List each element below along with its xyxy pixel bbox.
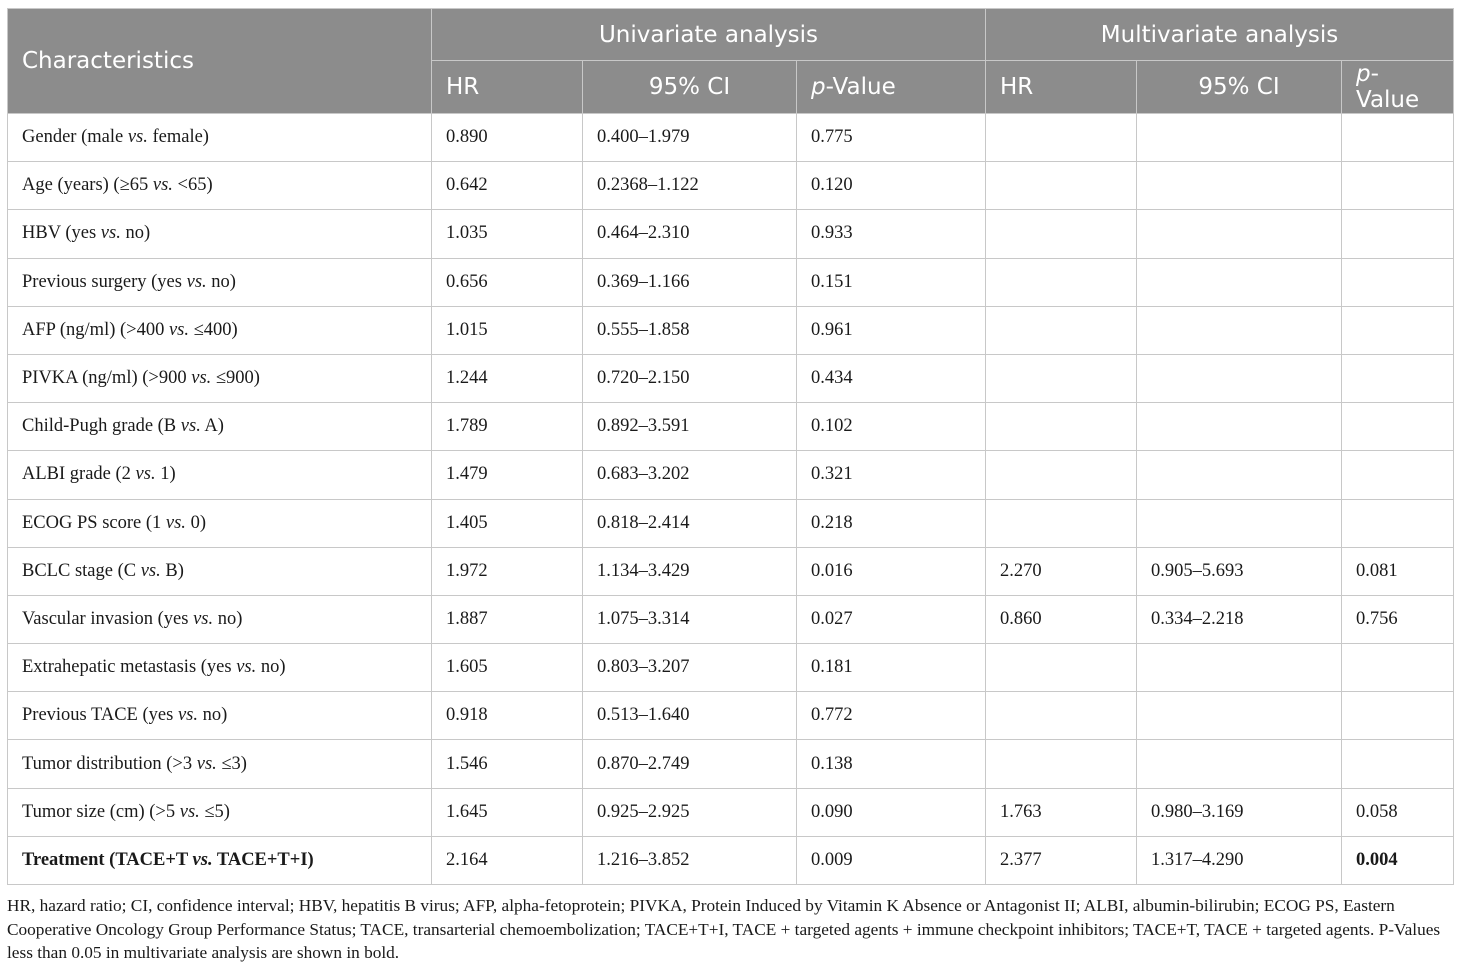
multivariate-p-cell (1342, 306, 1454, 354)
univariate-p-cell: 0.016 (797, 547, 986, 595)
univariate-hr-cell: 1.035 (432, 210, 583, 258)
characteristic-cell: PIVKA (ng/ml) (>900 vs. ≤900) (8, 354, 432, 402)
univariate-hr-cell: 1.789 (432, 403, 583, 451)
univariate-p-cell: 0.434 (797, 354, 986, 402)
characteristic-cell: AFP (ng/ml) (>400 vs. ≤400) (8, 306, 432, 354)
univariate-hr-cell: 1.479 (432, 451, 583, 499)
univariate-p-cell: 0.933 (797, 210, 986, 258)
multivariate-ci-cell: 0.334–2.218 (1137, 595, 1342, 643)
header-univariate-ci: 95% CI (583, 61, 797, 114)
multivariate-p-cell (1342, 114, 1454, 162)
univariate-p-cell: 0.120 (797, 162, 986, 210)
multivariate-p-cell (1342, 162, 1454, 210)
characteristic-cell: Tumor distribution (>3 vs. ≤3) (8, 740, 432, 788)
header-univariate: Univariate analysis (432, 9, 986, 61)
multivariate-ci-cell (1137, 499, 1342, 547)
table-row (8, 499, 1454, 547)
univariate-p-cell: 0.138 (797, 740, 986, 788)
multivariate-hr-cell: 1.763 (986, 788, 1137, 836)
multivariate-ci-cell (1137, 114, 1342, 162)
header-multivariate-hr: HR (986, 61, 1137, 114)
table-row (8, 644, 1454, 692)
multivariate-ci-cell (1137, 306, 1342, 354)
univariate-hr-cell: 0.890 (432, 114, 583, 162)
multivariate-ci-cell: 1.317–4.290 (1137, 836, 1342, 884)
univariate-ci-cell: 0.513–1.640 (583, 692, 797, 740)
univariate-p-cell: 0.775 (797, 114, 986, 162)
header-univariate-p: p-Value (797, 61, 986, 114)
multivariate-hr-cell: 2.377 (986, 836, 1137, 884)
univariate-hr-cell: 0.656 (432, 258, 583, 306)
table-row (8, 547, 1454, 595)
multivariate-ci-cell (1137, 644, 1342, 692)
header-characteristics: Characteristics (8, 9, 432, 114)
table-header (8, 9, 1454, 114)
univariate-ci-cell: 1.216–3.852 (583, 836, 797, 884)
multivariate-p-cell (1342, 403, 1454, 451)
multivariate-p-cell: 0.058 (1342, 788, 1454, 836)
multivariate-p-cell (1342, 740, 1454, 788)
univariate-ci-cell: 0.400–1.979 (583, 114, 797, 162)
multivariate-hr-cell (986, 162, 1137, 210)
multivariate-ci-cell (1137, 210, 1342, 258)
univariate-hr-cell: 1.015 (432, 306, 583, 354)
univariate-ci-cell: 0.369–1.166 (583, 258, 797, 306)
table-row (8, 354, 1454, 402)
table-row (8, 692, 1454, 740)
results-table (7, 8, 1454, 885)
univariate-hr-cell: 1.546 (432, 740, 583, 788)
multivariate-p-cell: 0.081 (1342, 547, 1454, 595)
univariate-ci-cell: 0.818–2.414 (583, 499, 797, 547)
multivariate-p-cell (1342, 451, 1454, 499)
univariate-p-cell: 0.772 (797, 692, 986, 740)
header-multivariate-ci: 95% CI (1137, 61, 1342, 114)
table-body (8, 114, 1454, 885)
multivariate-p-cell (1342, 692, 1454, 740)
header-multivariate-p: p-Value (1342, 61, 1454, 114)
univariate-p-cell: 0.009 (797, 836, 986, 884)
univariate-ci-cell: 0.870–2.749 (583, 740, 797, 788)
univariate-p-cell: 0.027 (797, 595, 986, 643)
univariate-hr-cell: 1.645 (432, 788, 583, 836)
table-row (8, 595, 1454, 643)
multivariate-p-cell (1342, 210, 1454, 258)
multivariate-hr-cell (986, 499, 1137, 547)
multivariate-hr-cell (986, 306, 1137, 354)
multivariate-hr-cell (986, 403, 1137, 451)
multivariate-hr-cell (986, 644, 1137, 692)
characteristic-cell: ALBI grade (2 vs. 1) (8, 451, 432, 499)
univariate-ci-cell: 0.2368–1.122 (583, 162, 797, 210)
multivariate-hr-cell (986, 692, 1137, 740)
univariate-ci-cell: 0.720–2.150 (583, 354, 797, 402)
multivariate-hr-cell: 2.270 (986, 547, 1137, 595)
multivariate-ci-cell: 0.980–3.169 (1137, 788, 1342, 836)
univariate-p-cell: 0.090 (797, 788, 986, 836)
univariate-hr-cell: 1.972 (432, 547, 583, 595)
table-row (8, 114, 1454, 162)
table-row (8, 210, 1454, 258)
multivariate-p-cell (1342, 499, 1454, 547)
multivariate-hr-cell (986, 451, 1137, 499)
characteristic-cell: Tumor size (cm) (>5 vs. ≤5) (8, 788, 432, 836)
header-multivariate: Multivariate analysis (986, 9, 1454, 61)
multivariate-p-cell (1342, 354, 1454, 402)
univariate-hr-cell: 1.605 (432, 644, 583, 692)
characteristic-cell: Age (years) (≥65 vs. <65) (8, 162, 432, 210)
multivariate-p-cell: 0.004 (1342, 836, 1454, 884)
univariate-ci-cell: 0.892–3.591 (583, 403, 797, 451)
univariate-ci-cell: 0.555–1.858 (583, 306, 797, 354)
header-univariate-hr: HR (432, 61, 583, 114)
univariate-hr-cell: 1.405 (432, 499, 583, 547)
characteristic-cell: Treatment (TACE+T vs. TACE+T+I) (8, 836, 432, 884)
univariate-ci-cell: 1.134–3.429 (583, 547, 797, 595)
multivariate-hr-cell (986, 114, 1137, 162)
characteristic-cell: ECOG PS score (1 vs. 0) (8, 499, 432, 547)
multivariate-hr-cell (986, 740, 1137, 788)
univariate-hr-cell: 0.918 (432, 692, 583, 740)
multivariate-ci-cell (1137, 162, 1342, 210)
table-row (8, 306, 1454, 354)
table-row (8, 451, 1454, 499)
univariate-p-cell: 0.961 (797, 306, 986, 354)
characteristic-cell: Gender (male vs. female) (8, 114, 432, 162)
table-row (8, 258, 1454, 306)
table-row (8, 740, 1454, 788)
table-row (8, 162, 1454, 210)
multivariate-hr-cell (986, 210, 1137, 258)
characteristic-cell: Child-Pugh grade (B vs. A) (8, 403, 432, 451)
multivariate-ci-cell (1137, 692, 1342, 740)
characteristic-cell: BCLC stage (C vs. B) (8, 547, 432, 595)
univariate-ci-cell: 0.464–2.310 (583, 210, 797, 258)
multivariate-p-cell (1342, 258, 1454, 306)
multivariate-p-cell (1342, 644, 1454, 692)
univariate-ci-cell: 0.683–3.202 (583, 451, 797, 499)
univariate-p-cell: 0.181 (797, 644, 986, 692)
table-row (8, 836, 1454, 884)
table-row (8, 403, 1454, 451)
univariate-hr-cell: 1.244 (432, 354, 583, 402)
univariate-p-cell: 0.151 (797, 258, 986, 306)
univariate-hr-cell: 2.164 (432, 836, 583, 884)
characteristic-cell: HBV (yes vs. no) (8, 210, 432, 258)
univariate-hr-cell: 1.887 (432, 595, 583, 643)
multivariate-ci-cell (1137, 740, 1342, 788)
multivariate-ci-cell (1137, 258, 1342, 306)
univariate-hr-cell: 0.642 (432, 162, 583, 210)
characteristic-cell: Extrahepatic metastasis (yes vs. no) (8, 644, 432, 692)
characteristic-cell: Vascular invasion (yes vs. no) (8, 595, 432, 643)
multivariate-p-cell: 0.756 (1342, 595, 1454, 643)
univariate-ci-cell: 0.925–2.925 (583, 788, 797, 836)
table-footnote: HR, hazard ratio; CI, confidence interval; HBV, hepatitis B virus; AFP, alpha-fetoprotein; PIVKA, Protein Induced by Vitamin K Absence or Antagonist II; ALBI, albumin-bilirubin; ECOG PS, Eastern Cooperative Oncology Group Performance Status; TACE, transarterial chemoembolization; TACE+T+I, TACE + targeted agents + immune checkpoint inhibitors; TACE+T, TACE + targeted agents. P-Values less than 0.05 in multivariate analysis are shown in bold. (7, 896, 1441, 962)
multivariate-hr-cell: 0.860 (986, 595, 1137, 643)
multivariate-ci-cell: 0.905–5.693 (1137, 547, 1342, 595)
multivariate-hr-cell (986, 258, 1137, 306)
multivariate-ci-cell (1137, 451, 1342, 499)
univariate-p-cell: 0.102 (797, 403, 986, 451)
multivariate-hr-cell (986, 354, 1137, 402)
univariate-p-cell: 0.218 (797, 499, 986, 547)
characteristic-cell: Previous TACE (yes vs. no) (8, 692, 432, 740)
multivariate-ci-cell (1137, 403, 1342, 451)
multivariate-ci-cell (1137, 354, 1342, 402)
table-row (8, 788, 1454, 836)
characteristic-cell: Previous surgery (yes vs. no) (8, 258, 432, 306)
univariate-p-cell: 0.321 (797, 451, 986, 499)
univariate-ci-cell: 1.075–3.314 (583, 595, 797, 643)
univariate-ci-cell: 0.803–3.207 (583, 644, 797, 692)
